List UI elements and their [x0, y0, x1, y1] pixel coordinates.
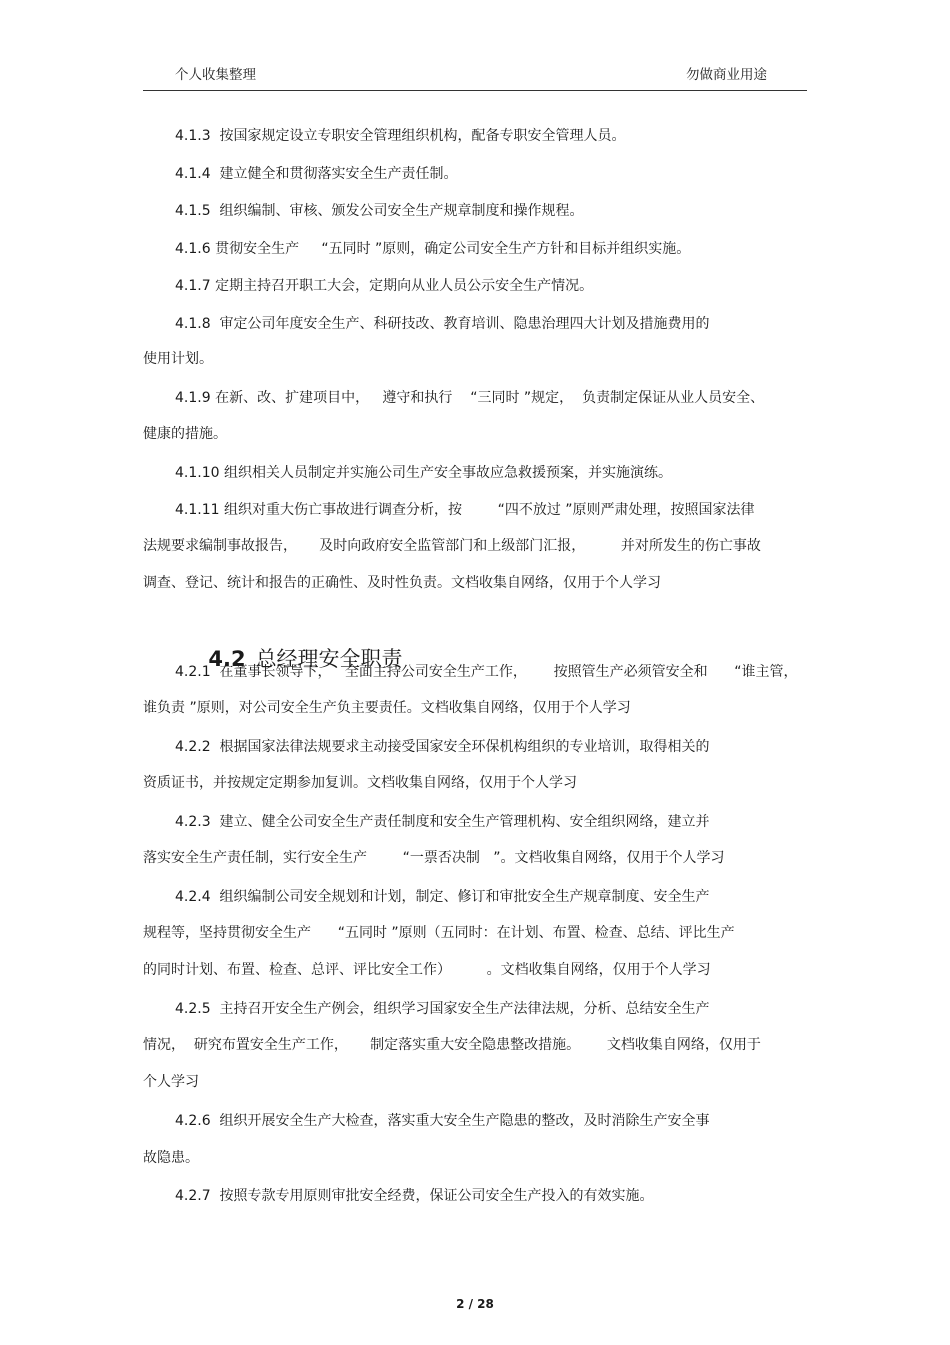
paragraph-4-2-3-line1: 4.2.3 建立、健全公司安全生产责任制度和安全生产管理机构、安全组织网络，建立并 — [175, 814, 710, 830]
paragraph-4-1-8-line2: 使用计划。 — [143, 351, 213, 367]
section-number: 4.2 — [208, 647, 246, 671]
paragraph-4-2-3-line2: 落实安全生产责任制，实行安全生产 “一票否决制 ”。文档收集自网络，仅用于个人学习 — [143, 850, 725, 866]
paragraph-4-2-6-line1: 4.2.6 组织开展安全生产大检查，落实重大安全生产隐患的整改，及时消除生产安全事 — [175, 1113, 710, 1129]
paragraph-4-2-2-line2: 资质证书，并按规定定期参加复训。文档收集自网络，仅用于个人学习 — [143, 775, 577, 791]
paragraph-4-1-5: 4.1.5 组织编制、审核、颁发公司安全生产规章制度和操作规程。 — [175, 203, 584, 219]
header-right-text: 勿做商业用途 — [686, 67, 767, 83]
paragraph-4-1-11-line1: 4.1.11 组织对重大伤亡事故进行调查分析，按 “四不放过 ”原则严肃处理，按照国家法律 — [175, 502, 755, 518]
header-rule — [143, 90, 807, 91]
paragraph-4-1-10: 4.1.10 组织相关人员制定并实施公司生产安全事故应急救援预案，并实施演练。 — [175, 465, 672, 481]
paragraph-4-1-7: 4.1.7 定期主持召开职工大会，定期向从业人员公示安全生产情况。 — [175, 278, 594, 294]
paragraph-4-2-1-line2: 谁负责 ”原则，对公司安全生产负主要责任。文档收集自网络，仅用于个人学习 — [143, 700, 631, 716]
section-title: 总经理安全职责 — [255, 647, 403, 671]
paragraph-4-1-3: 4.1.3 按国家规定设立专职安全管理组织机构，配备专职安全管理人员。 — [175, 128, 626, 144]
paragraph-4-1-4: 4.1.4 建立健全和贯彻落实安全生产责任制。 — [175, 166, 458, 182]
paragraph-4-1-9-line2: 健康的措施。 — [143, 426, 227, 442]
paragraph-4-1-11-line2: 法规要求编制事故报告， 及时向政府安全监管部门和上级部门汇报， 并对所发生的伤亡事故 — [143, 538, 761, 554]
paragraph-4-1-8-line1: 4.1.8 审定公司年度安全生产、科研技改、教育培训、隐患治理四大计划及措施费用的 — [175, 316, 710, 332]
paragraph-4-2-1-line1: 4.2.1 在董事长领导下， 全面主持公司安全生产工作， 按照管生产必须管安全和 “谁主管， — [175, 664, 798, 680]
paragraph-4-2-5-line2: 情况， 研究布置安全生产工作， 制定落实重大安全隐患整改措施。 文档收集自网络，仅用于 — [143, 1037, 761, 1053]
paragraph-4-2-4-line2: 规程等，坚持贯彻安全生产 “五同时 ”原则（五同时：在计划、布置、检查、总结、评比生产 — [143, 925, 735, 941]
paragraph-4-2-7: 4.2.7 按照专款专用原则审批安全经费，保证公司安全生产投入的有效实施。 — [175, 1188, 654, 1204]
paragraph-4-2-2-line1: 4.2.2 根据国家法律法规要求主动接受国家安全环保机构组织的专业培训，取得相关的 — [175, 739, 710, 755]
paragraph-4-2-5-line3: 个人学习 — [143, 1074, 199, 1090]
paragraph-4-2-4-line3: 的同时计划、布置、检查、总评、评比安全工作） 。文档收集自网络，仅用于个人学习 — [143, 962, 711, 978]
paragraph-4-1-6: 4.1.6 贯彻安全生产 “五同时 ”原则，确定公司安全生产方针和目标并组织实施。 — [175, 241, 691, 257]
paragraph-4-2-6-line2: 故隐患。 — [143, 1150, 199, 1166]
page-number: 2 / 28 — [456, 1297, 494, 1311]
paragraph-4-1-11-line3: 调查、登记、统计和报告的正确性、及时性负责。文档收集自网络，仅用于个人学习 — [143, 575, 661, 591]
header-left-text: 个人收集整理 — [175, 67, 256, 83]
paragraph-4-2-4-line1: 4.2.4 组织编制公司安全规划和计划，制定、修订和审批安全生产规章制度、安全生产 — [175, 889, 710, 905]
paragraph-4-2-5-line1: 4.2.5 主持召开安全生产例会，组织学习国家安全生产法律法规，分析、总结安全生产 — [175, 1001, 710, 1017]
paragraph-4-1-9-line1: 4.1.9 在新、改、扩建项目中， 遵守和执行 “三同时 ”规定， 负责制定保证从业人员安全、 — [175, 390, 765, 406]
